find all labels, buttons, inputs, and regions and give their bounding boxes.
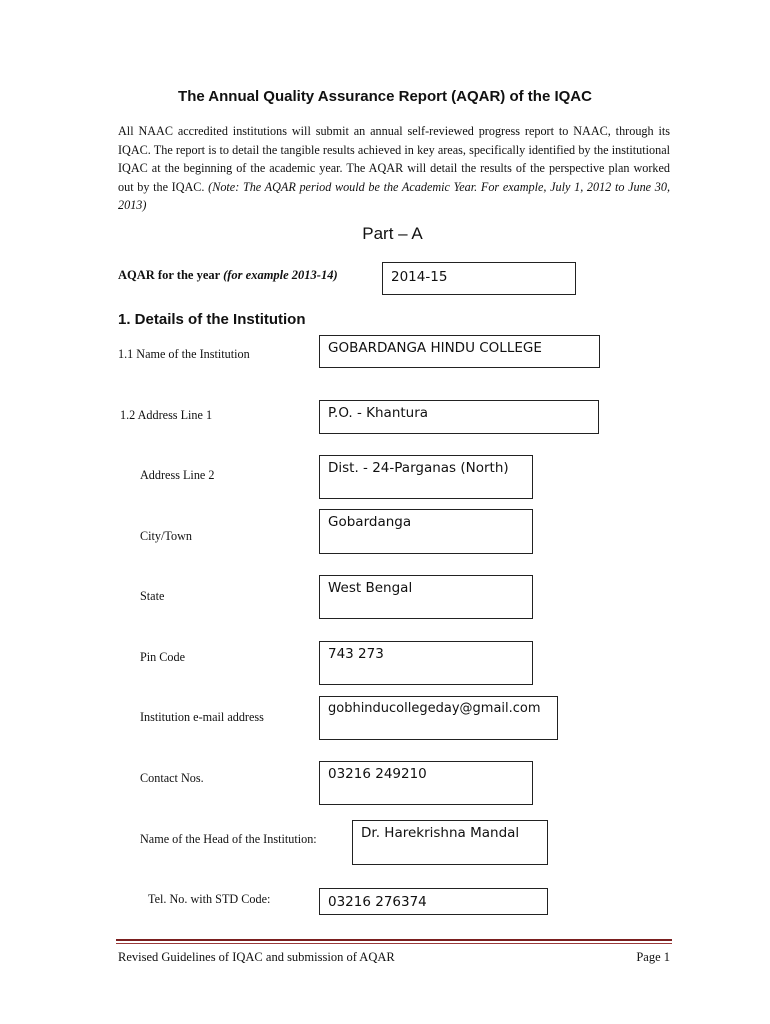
city-label: City/Town — [140, 529, 192, 543]
aqar-year-field[interactable]: 2014-15 — [382, 262, 576, 295]
state-field[interactable]: West Bengal — [319, 575, 533, 619]
aqar-year-label-text: AQAR for the year — [118, 268, 224, 282]
email-field[interactable]: gobhinducollegeday@gmail.com — [319, 696, 558, 740]
email-label: Institution e-mail address — [140, 710, 264, 724]
page-number: Page 1 — [636, 950, 670, 964]
contact-field[interactable]: 03216 249210 — [319, 761, 533, 805]
contact-label: Contact Nos. — [140, 771, 204, 785]
address-line1-field[interactable]: P.O. - Khantura — [319, 400, 599, 434]
part-heading: Part – A — [362, 224, 423, 243]
intro-note: (Note: The AQAR period would be the Academic Year. For example, July 1, 2012 to June 30, 2013) — [118, 179, 670, 212]
tel-field[interactable]: 03216 276374 — [319, 888, 548, 915]
tel-label: Tel. No. with STD Code: — [148, 892, 271, 906]
address-line1-label: 1.2 Address Line 1 — [120, 408, 213, 422]
aqar-year-label — [118, 268, 338, 283]
intro-paragraph — [118, 122, 670, 215]
page-title: The Annual Quality Assurance Report (AQAR) of the IQAC — [178, 88, 592, 105]
city-field[interactable]: Gobardanga — [319, 509, 533, 554]
institution-name-label: 1.1 Name of the Institution — [118, 347, 250, 361]
footer-rule-thin — [116, 943, 672, 944]
head-label: Name of the Head of the Institution: — [140, 832, 317, 846]
pin-code-field[interactable]: 743 273 — [319, 641, 533, 685]
institution-name-field[interactable]: GOBARDANGA HINDU COLLEGE — [319, 335, 600, 368]
address-line2-field[interactable]: Dist. - 24-Parganas (North) — [319, 455, 533, 499]
section-heading: 1. Details of the Institution — [118, 311, 306, 328]
intro-text: All NAAC accredited institutions will submit an annual self-reviewed progress report to NAAC, through its IQAC. The report is to detail the tangible results achieved in key areas, specifically identified by the institutional IQAC at the beginning of the academic year. The AQAR will detail the results of the perspective plan worked out by the IQAC. — [118, 124, 670, 194]
footer-text: Revised Guidelines of IQAC and submission of AQAR — [118, 950, 395, 964]
state-label: State — [140, 589, 165, 603]
aqar-year-example: (for example 2013-14) — [223, 268, 338, 282]
address-line2-label: Address Line 2 — [140, 468, 215, 482]
footer-rule — [116, 939, 672, 941]
pin-code-label: Pin Code — [140, 650, 186, 664]
head-field[interactable]: Dr. Harekrishna Mandal — [352, 820, 548, 865]
